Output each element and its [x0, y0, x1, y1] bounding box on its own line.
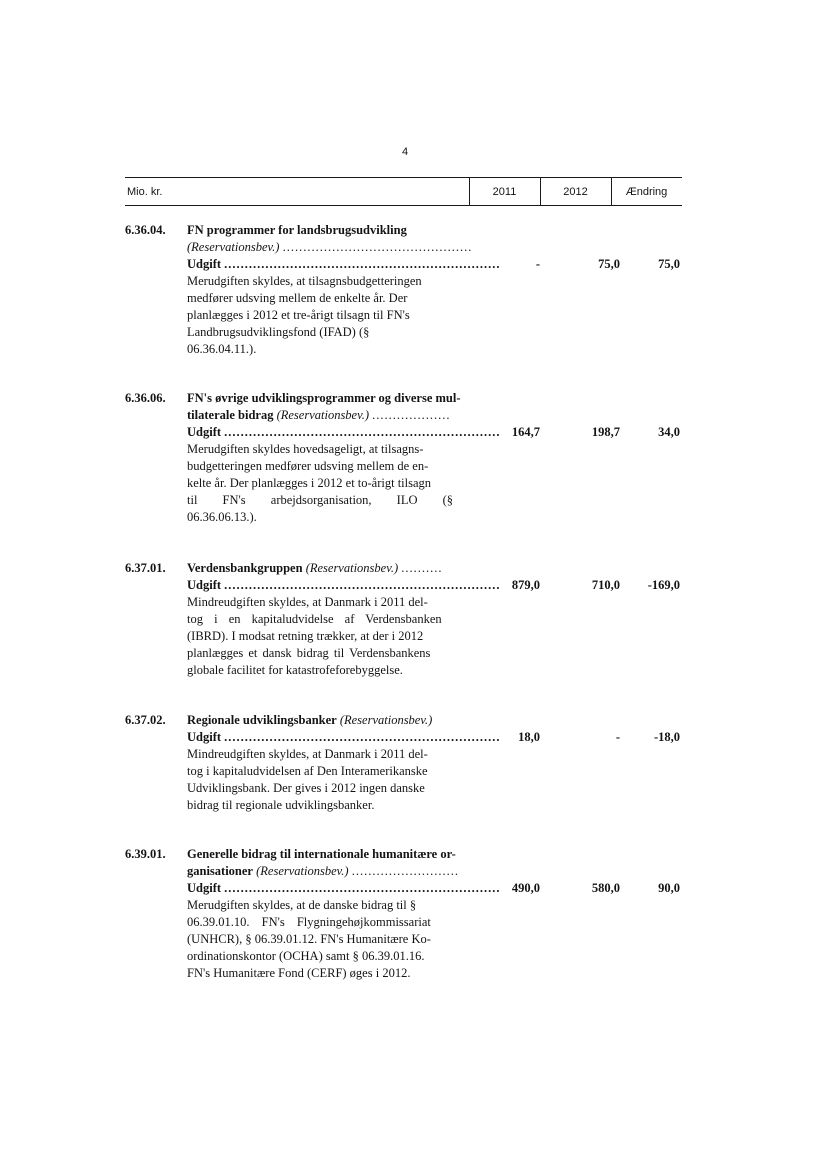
subtitle: (Reservationsbev.) — [187, 240, 280, 254]
header-change: Ændring — [625, 185, 668, 198]
description-line: FN's Humanitære Fond (CERF) øges i 2012. — [187, 966, 411, 980]
section-title-cont: ganisationer — [187, 864, 253, 878]
section-code: 6.36.06. — [125, 391, 166, 405]
udgift-line — [187, 729, 501, 746]
title-line — [187, 712, 471, 729]
description-line: 06.36.06.13.). — [187, 510, 257, 524]
description — [187, 897, 471, 982]
description-line: Udviklingsbank. Der gives i 2012 ingen danske — [187, 781, 425, 795]
subtitle-line — [187, 407, 471, 424]
value-change: 34,0 — [658, 425, 680, 439]
value-2012: - — [615, 730, 620, 744]
description-line: medfører udsving mellem de enkelte år. Der — [187, 291, 408, 305]
udgift-label: Udgift — [187, 578, 222, 592]
udgift-label: Udgift — [187, 257, 222, 271]
dot-leaders: ................................................................... — [224, 730, 501, 744]
section-body — [187, 712, 501, 814]
value-2012: 710,0 — [591, 578, 620, 592]
value-change: -18,0 — [653, 730, 680, 744]
description — [187, 441, 471, 526]
page-number: 4 — [401, 146, 409, 158]
dot-leaders: .............................................. — [282, 240, 473, 254]
dot-leaders: ................................................................... — [224, 881, 501, 895]
description-line: tog i en kapitaludvidelse af Verdensbanken — [187, 612, 442, 626]
value-change: 90,0 — [658, 881, 680, 895]
description — [187, 746, 471, 814]
udgift-line — [187, 424, 501, 441]
description-line: Mindreudgiften skyldes, at Danmark i 2011 del- — [187, 595, 428, 609]
description-line: 06.36.04.11.). — [187, 342, 257, 356]
description-line: Landbrugsudviklingsfond (IFAD) (§ — [187, 325, 370, 339]
dot-leaders: .......... — [401, 561, 443, 575]
section-body — [187, 846, 501, 982]
section-title: Regionale udviklingsbanker — [187, 713, 337, 727]
dot-leaders: ................................................................... — [224, 425, 501, 439]
description-line: bidrag til regionale udviklingsbanker. — [187, 798, 375, 812]
description-line: 06.39.01.10. FN's Flygningehøjkommissariat — [187, 915, 431, 929]
dot-leaders: ................................................................... — [224, 578, 501, 592]
subtitle: (Reservationsbev.) — [305, 561, 399, 575]
udgift-line — [187, 256, 501, 273]
description-line: (UNHCR), § 06.39.01.12. FN's Humanitære Ko- — [187, 932, 431, 946]
value-change: 75,0 — [658, 257, 680, 271]
dot-leaders: .......................... — [351, 864, 459, 878]
description — [187, 594, 471, 679]
description-line: ordinationskontor (OCHA) samt § 06.39.01.16. — [187, 949, 425, 963]
description-line: planlægges i 2012 et tre-årigt tilsagn til FN's — [187, 308, 410, 322]
description-line: Mindreudgiften skyldes, at Danmark i 2011 del- — [187, 747, 428, 761]
subtitle-line — [187, 863, 471, 880]
value-change: -169,0 — [647, 578, 680, 592]
description-line: planlægges et dansk bidrag til Verdensbankens — [187, 646, 431, 660]
section-body — [187, 222, 501, 358]
description-line: til FN's arbejdsorganisation, ILO (§ — [187, 493, 454, 507]
udgift-line — [187, 880, 501, 897]
header-2011: 2011 — [492, 185, 517, 198]
description-line: (IBRD). I modsat retning trækker, at der i 2012 — [187, 629, 424, 643]
dot-leaders: ................... — [372, 408, 451, 422]
value-2011: 490,0 — [511, 881, 540, 895]
subtitle-line — [187, 239, 471, 256]
value-2012: 75,0 — [598, 257, 620, 271]
description-line: tog i kapitaludvidelsen af Den Interamerikanske — [187, 764, 428, 778]
udgift-label: Udgift — [187, 425, 222, 439]
udgift-label: Udgift — [187, 881, 222, 895]
description-line: globale facilitet for katastrofeforebyggelse. — [187, 663, 403, 677]
section-title: Generelle bidrag til internationale humanitære or- — [187, 847, 456, 861]
section-code: 6.37.01. — [125, 561, 166, 575]
section-body — [187, 390, 501, 526]
section-code: 6.36.04. — [125, 223, 166, 237]
section-title: FN programmer for landsbrugsudvikling — [187, 223, 407, 237]
description-line: Merudgiften skyldes, at de danske bidrag til § — [187, 898, 417, 912]
value-2011: 164,7 — [511, 425, 540, 439]
section-code: 6.37.02. — [125, 713, 166, 727]
section-body — [187, 560, 501, 679]
column-header — [125, 177, 682, 206]
section-title: FN's øvrige udviklingsprogrammer og diverse mul- — [187, 391, 461, 405]
subtitle: (Reservationsbev.) — [276, 408, 370, 422]
section-code: 6.39.01. — [125, 847, 166, 861]
value-2011: 879,0 — [511, 578, 540, 592]
value-2011: - — [535, 257, 540, 271]
section-title-cont: tilaterale bidrag — [187, 408, 274, 422]
description-line: Merudgiften skyldes, at tilsagnsbudgetteringen — [187, 274, 422, 288]
unit-label: Mio. kr. — [127, 185, 163, 198]
description — [187, 273, 471, 358]
udgift-label: Udgift — [187, 730, 222, 744]
value-2011: 18,0 — [518, 730, 540, 744]
subtitle: (Reservationsbev.) — [339, 713, 433, 727]
header-2012: 2012 — [563, 185, 588, 198]
value-2012: 198,7 — [591, 425, 620, 439]
subtitle: (Reservationsbev.) — [256, 864, 349, 878]
dot-leaders: ................................................................... — [224, 257, 501, 271]
description-line: Merudgiften skyldes hovedsageligt, at tilsagns- — [187, 442, 424, 456]
description-line: budgetteringen medfører udsving mellem de en- — [187, 459, 429, 473]
section-title: Verdensbankgruppen — [187, 561, 303, 575]
title-line — [187, 560, 471, 577]
udgift-line — [187, 577, 501, 594]
value-2012: 580,0 — [591, 881, 620, 895]
description-line: kelte år. Der planlægges i 2012 et to-årigt tilsagn — [187, 476, 432, 490]
